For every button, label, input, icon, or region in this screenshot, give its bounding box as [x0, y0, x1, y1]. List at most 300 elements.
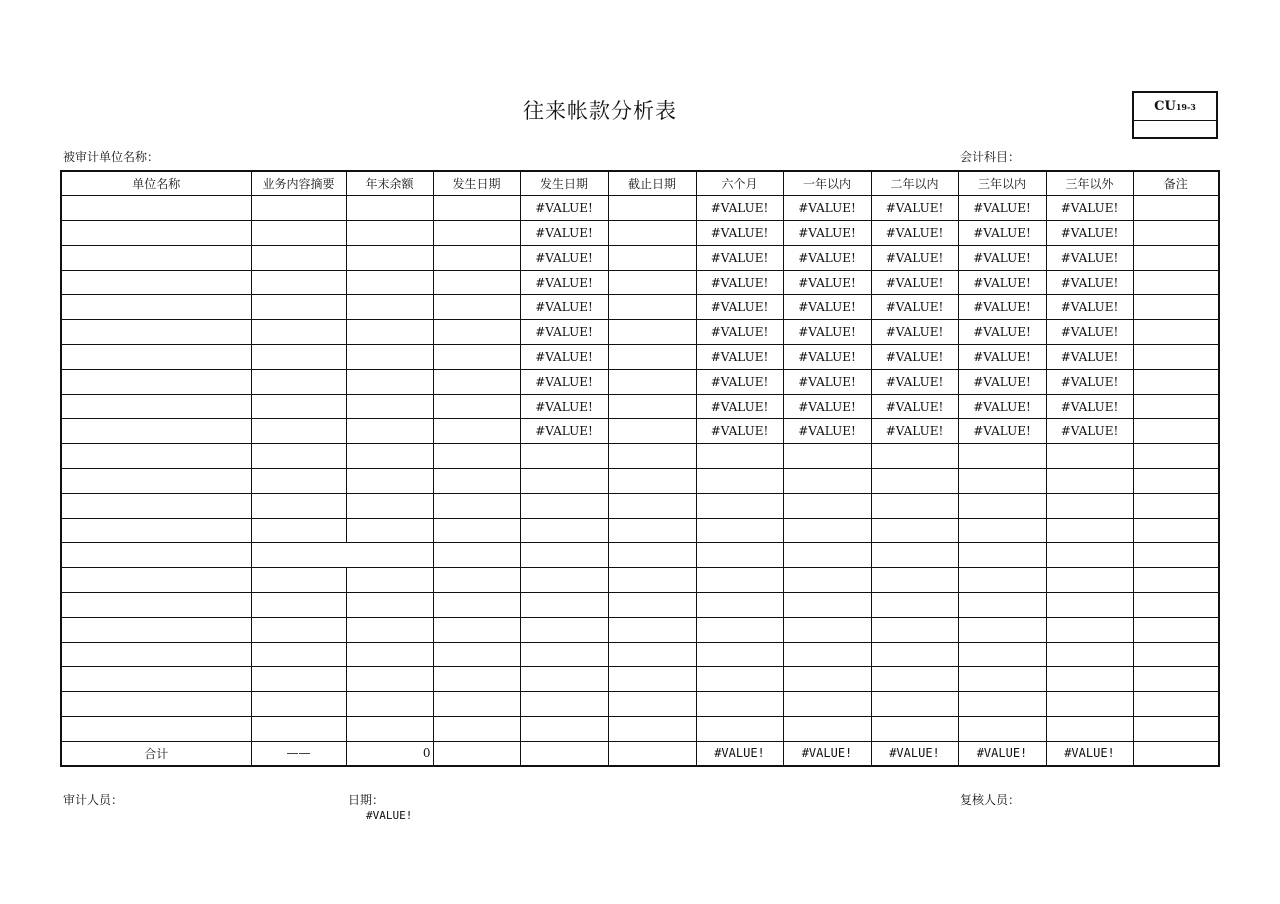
table-cell[interactable] [251, 717, 346, 742]
table-cell[interactable] [346, 469, 433, 494]
table-cell[interactable] [433, 196, 520, 221]
table-cell[interactable]: #VALUE! [696, 270, 783, 295]
table-cell[interactable] [1133, 394, 1219, 419]
table-cell[interactable] [871, 717, 958, 742]
table-cell[interactable]: #VALUE! [1046, 221, 1133, 246]
table-cell[interactable]: #VALUE! [696, 295, 783, 320]
table-cell[interactable]: #VALUE! [783, 741, 871, 766]
table-cell[interactable] [346, 568, 433, 593]
table-cell[interactable] [61, 692, 251, 717]
table-cell[interactable] [1046, 667, 1133, 692]
table-cell[interactable]: #VALUE! [783, 419, 871, 444]
table-cell[interactable] [346, 245, 433, 270]
table-cell[interactable] [520, 741, 608, 766]
table-cell[interactable] [433, 741, 520, 766]
table-cell[interactable] [520, 642, 608, 667]
table-cell[interactable] [871, 543, 958, 568]
table-cell[interactable]: #VALUE! [958, 741, 1046, 766]
table-cell[interactable]: #VALUE! [520, 345, 608, 370]
workpaper-code [1134, 93, 1216, 121]
table-cell[interactable] [696, 593, 783, 618]
table-cell[interactable] [958, 717, 1046, 742]
column-header: 业务内容摘要 [251, 171, 346, 196]
table-cell[interactable] [433, 518, 520, 543]
table-cell[interactable]: #VALUE! [1046, 741, 1133, 766]
table-cell[interactable] [346, 320, 433, 345]
table-cell[interactable]: #VALUE! [871, 369, 958, 394]
table-cell[interactable]: #VALUE! [958, 419, 1046, 444]
table-cell[interactable] [783, 692, 871, 717]
table-cell[interactable] [61, 617, 251, 642]
date-value: #VALUE! [366, 809, 413, 822]
table-cell[interactable]: #VALUE! [1046, 394, 1133, 419]
table-cell[interactable] [346, 518, 433, 543]
table-cell[interactable] [958, 642, 1046, 667]
table-cell[interactable] [1133, 692, 1219, 717]
table-cell[interactable] [251, 369, 346, 394]
table-cell[interactable]: #VALUE! [520, 295, 608, 320]
table-cell[interactable] [61, 221, 251, 246]
table-cell[interactable]: #VALUE! [958, 295, 1046, 320]
table-cell[interactable] [696, 617, 783, 642]
table-cell[interactable] [346, 419, 433, 444]
table-cell[interactable] [61, 717, 251, 742]
table-cell[interactable] [871, 617, 958, 642]
table-cell[interactable] [433, 444, 520, 469]
table-cell[interactable] [696, 444, 783, 469]
table-cell[interactable] [346, 593, 433, 618]
table-cell[interactable] [251, 543, 433, 568]
table-cell[interactable] [346, 196, 433, 221]
table-cell[interactable] [1046, 493, 1133, 518]
table-cell[interactable] [251, 667, 346, 692]
auditor-label: 审计人员： [63, 793, 124, 807]
table-cell[interactable] [61, 394, 251, 419]
table-cell[interactable] [608, 617, 696, 642]
page-title: 往来帐款分析表 [523, 99, 677, 123]
table-cell[interactable] [958, 444, 1046, 469]
table-cell[interactable] [251, 642, 346, 667]
table-cell[interactable] [61, 270, 251, 295]
code-sub: 19-3 [1175, 102, 1196, 112]
table-cell[interactable] [61, 345, 251, 370]
table-cell[interactable] [608, 493, 696, 518]
table-cell[interactable] [608, 419, 696, 444]
table-cell[interactable] [608, 320, 696, 345]
column-header: 一年以内 [783, 171, 871, 196]
table-cell[interactable]: #VALUE! [1046, 295, 1133, 320]
table-cell[interactable] [1133, 270, 1219, 295]
table-cell[interactable] [958, 493, 1046, 518]
table-cell[interactable] [61, 320, 251, 345]
table-cell[interactable] [1046, 469, 1133, 494]
table-cell[interactable] [783, 717, 871, 742]
table-cell[interactable] [61, 593, 251, 618]
table-cell[interactable] [61, 518, 251, 543]
table-cell[interactable]: #VALUE! [696, 345, 783, 370]
table-cell[interactable] [1133, 295, 1219, 320]
table-cell[interactable]: #VALUE! [520, 419, 608, 444]
table-cell[interactable] [871, 568, 958, 593]
workpaper-code-box [1132, 91, 1218, 139]
table-cell[interactable] [783, 593, 871, 618]
table-header-row [61, 171, 1219, 196]
table-cell[interactable]: #VALUE! [958, 320, 1046, 345]
table-cell[interactable] [251, 245, 346, 270]
table-cell[interactable] [251, 196, 346, 221]
table-cell[interactable] [958, 518, 1046, 543]
table-cell[interactable]: #VALUE! [1046, 345, 1133, 370]
table-cell[interactable] [1046, 593, 1133, 618]
table-cell[interactable] [958, 692, 1046, 717]
analysis-table [60, 170, 1220, 767]
table-cell[interactable]: #VALUE! [696, 369, 783, 394]
table-cell[interactable] [1046, 617, 1133, 642]
table-cell[interactable] [433, 593, 520, 618]
table-cell[interactable] [520, 493, 608, 518]
table-cell[interactable] [433, 717, 520, 742]
table-cell[interactable] [433, 345, 520, 370]
table-cell[interactable]: #VALUE! [1046, 419, 1133, 444]
table-cell[interactable] [61, 196, 251, 221]
table-cell[interactable] [346, 493, 433, 518]
table-cell[interactable] [608, 518, 696, 543]
table-cell[interactable] [696, 642, 783, 667]
table-cell[interactable]: #VALUE! [520, 221, 608, 246]
table-cell[interactable]: #VALUE! [520, 394, 608, 419]
table-cell[interactable] [1133, 593, 1219, 618]
table-cell[interactable] [1133, 543, 1219, 568]
table-cell[interactable]: 合计 [61, 741, 251, 766]
table-cell[interactable]: #VALUE! [871, 419, 958, 444]
table-cell[interactable] [433, 369, 520, 394]
table-cell[interactable] [61, 444, 251, 469]
table-cell[interactable]: #VALUE! [783, 196, 871, 221]
table-cell[interactable] [871, 642, 958, 667]
table-cell[interactable] [346, 617, 433, 642]
table-cell[interactable] [520, 667, 608, 692]
date-label: 日期： [348, 793, 385, 807]
table-cell[interactable] [251, 692, 346, 717]
table-cell[interactable] [871, 444, 958, 469]
table-cell[interactable] [251, 568, 346, 593]
table-cell[interactable] [783, 617, 871, 642]
table-row [61, 196, 1219, 221]
table-cell[interactable] [61, 568, 251, 593]
table-cell[interactable] [520, 518, 608, 543]
table-cell[interactable]: #VALUE! [871, 741, 958, 766]
table-cell[interactable]: #VALUE! [871, 320, 958, 345]
table-cell[interactable] [346, 394, 433, 419]
table-cell[interactable]: #VALUE! [871, 394, 958, 419]
table-cell[interactable]: #VALUE! [958, 369, 1046, 394]
table-cell[interactable]: #VALUE! [783, 369, 871, 394]
table-cell[interactable]: #VALUE! [783, 295, 871, 320]
table-cell[interactable] [783, 444, 871, 469]
table-cell[interactable]: #VALUE! [871, 345, 958, 370]
table-row [61, 295, 1219, 320]
table-cell[interactable] [433, 270, 520, 295]
table-cell[interactable]: #VALUE! [958, 394, 1046, 419]
table-cell[interactable] [1133, 245, 1219, 270]
column-header: 截止日期 [608, 171, 696, 196]
table-cell[interactable] [433, 295, 520, 320]
table-cell[interactable] [1133, 493, 1219, 518]
table-cell[interactable] [608, 469, 696, 494]
table-cell[interactable] [251, 593, 346, 618]
table-cell[interactable] [346, 345, 433, 370]
table-cell[interactable] [608, 369, 696, 394]
table-cell[interactable] [251, 221, 346, 246]
table-cell[interactable] [346, 369, 433, 394]
account-label: 会计科目： [960, 150, 1021, 164]
table-cell[interactable]: #VALUE! [520, 369, 608, 394]
table-cell[interactable]: #VALUE! [783, 245, 871, 270]
table-row [61, 518, 1219, 543]
table-cell[interactable] [251, 345, 346, 370]
table-cell[interactable] [251, 518, 346, 543]
table-cell[interactable] [783, 543, 871, 568]
table-cell[interactable]: #VALUE! [871, 295, 958, 320]
table-cell[interactable] [346, 667, 433, 692]
table-row [61, 369, 1219, 394]
table-cell[interactable] [871, 593, 958, 618]
table-cell[interactable] [61, 642, 251, 667]
table-cell[interactable] [520, 593, 608, 618]
column-header: 单位名称 [61, 171, 251, 196]
table-cell[interactable]: #VALUE! [520, 320, 608, 345]
table-cell[interactable]: #VALUE! [1046, 196, 1133, 221]
table-cell[interactable] [1133, 369, 1219, 394]
table-cell[interactable] [608, 667, 696, 692]
table-cell[interactable] [783, 469, 871, 494]
table-cell[interactable] [61, 245, 251, 270]
table-cell[interactable]: #VALUE! [783, 394, 871, 419]
table-cell[interactable] [433, 543, 520, 568]
table-cell[interactable] [1046, 642, 1133, 667]
table-cell[interactable] [251, 469, 346, 494]
table-cell[interactable] [696, 692, 783, 717]
table-cell[interactable] [958, 543, 1046, 568]
reviewer-label: 复核人员： [960, 793, 1021, 807]
table-cell[interactable] [1046, 518, 1133, 543]
table-cell[interactable] [61, 493, 251, 518]
table-cell[interactable] [433, 568, 520, 593]
table-row [61, 419, 1219, 444]
table-cell[interactable]: #VALUE! [696, 419, 783, 444]
table-cell[interactable] [608, 270, 696, 295]
table-cell[interactable] [696, 469, 783, 494]
table-cell[interactable] [783, 518, 871, 543]
table-cell[interactable] [251, 617, 346, 642]
table-cell[interactable] [1046, 568, 1133, 593]
table-cell[interactable] [433, 692, 520, 717]
table-cell[interactable] [608, 345, 696, 370]
table-cell[interactable] [61, 295, 251, 320]
table-cell[interactable] [608, 444, 696, 469]
table-cell[interactable] [1133, 717, 1219, 742]
table-cell[interactable] [1133, 444, 1219, 469]
table-cell[interactable] [871, 493, 958, 518]
table-cell[interactable] [1133, 518, 1219, 543]
table-cell[interactable]: #VALUE! [520, 245, 608, 270]
table-cell[interactable] [61, 469, 251, 494]
table-cell[interactable] [520, 617, 608, 642]
table-cell[interactable] [433, 493, 520, 518]
table-cell[interactable] [61, 369, 251, 394]
table-cell[interactable] [608, 593, 696, 618]
table-cell[interactable] [251, 419, 346, 444]
table-cell[interactable] [433, 469, 520, 494]
table-cell[interactable] [1046, 543, 1133, 568]
table-cell[interactable] [696, 568, 783, 593]
table-cell[interactable] [520, 543, 608, 568]
table-cell[interactable] [251, 295, 346, 320]
table-cell[interactable] [958, 617, 1046, 642]
table-cell[interactable] [520, 444, 608, 469]
table-cell[interactable]: #VALUE! [783, 345, 871, 370]
table-cell[interactable] [520, 692, 608, 717]
table-cell[interactable] [433, 320, 520, 345]
table-cell[interactable] [696, 518, 783, 543]
table-cell[interactable]: #VALUE! [696, 394, 783, 419]
table-cell[interactable] [1133, 469, 1219, 494]
table-cell[interactable]: 0 [346, 741, 433, 766]
table-cell[interactable] [696, 667, 783, 692]
table-cell[interactable] [1046, 444, 1133, 469]
table-cell[interactable] [61, 667, 251, 692]
table-cell[interactable]: #VALUE! [871, 270, 958, 295]
column-header: 年末余额 [346, 171, 433, 196]
table-cell[interactable] [608, 568, 696, 593]
table-cell[interactable] [1133, 196, 1219, 221]
table-cell[interactable] [871, 518, 958, 543]
table-cell[interactable]: #VALUE! [1046, 245, 1133, 270]
table-cell[interactable] [871, 469, 958, 494]
table-cell[interactable] [433, 245, 520, 270]
table-cell[interactable] [871, 692, 958, 717]
table-cell[interactable]: #VALUE! [783, 221, 871, 246]
table-cell[interactable] [1133, 419, 1219, 444]
table-cell[interactable] [61, 543, 251, 568]
table-cell[interactable]: —— [251, 741, 346, 766]
table-cell[interactable] [433, 419, 520, 444]
table-cell[interactable] [608, 221, 696, 246]
table-cell[interactable] [251, 444, 346, 469]
table-row [61, 717, 1219, 742]
table-cell[interactable] [346, 444, 433, 469]
table-cell[interactable] [61, 419, 251, 444]
table-cell[interactable]: #VALUE! [1046, 320, 1133, 345]
table-cell[interactable] [958, 469, 1046, 494]
table-cell[interactable] [1133, 667, 1219, 692]
table-cell[interactable]: #VALUE! [696, 196, 783, 221]
table-row [61, 394, 1219, 419]
table-cell[interactable] [1046, 717, 1133, 742]
table-cell[interactable] [1133, 617, 1219, 642]
table-cell[interactable]: #VALUE! [958, 345, 1046, 370]
table-cell[interactable] [1133, 345, 1219, 370]
table-cell[interactable]: #VALUE! [1046, 270, 1133, 295]
table-cell[interactable] [433, 221, 520, 246]
table-cell[interactable] [1133, 568, 1219, 593]
table-cell[interactable] [608, 295, 696, 320]
table-cell[interactable] [958, 593, 1046, 618]
table-cell[interactable]: #VALUE! [958, 221, 1046, 246]
table-cell[interactable] [1133, 221, 1219, 246]
table-cell[interactable] [520, 469, 608, 494]
table-cell[interactable] [608, 543, 696, 568]
table-cell[interactable]: #VALUE! [696, 221, 783, 246]
table-cell[interactable]: #VALUE! [871, 196, 958, 221]
table-cell[interactable]: #VALUE! [958, 270, 1046, 295]
table-cell[interactable] [608, 245, 696, 270]
table-cell[interactable] [958, 667, 1046, 692]
table-cell[interactable] [346, 221, 433, 246]
table-cell[interactable] [608, 394, 696, 419]
table-cell[interactable] [783, 493, 871, 518]
table-cell[interactable] [1133, 320, 1219, 345]
table-cell[interactable] [696, 543, 783, 568]
table-cell[interactable] [871, 667, 958, 692]
table-cell[interactable] [1133, 741, 1219, 766]
table-row [61, 270, 1219, 295]
table-cell[interactable] [608, 196, 696, 221]
table-cell[interactable]: #VALUE! [696, 320, 783, 345]
table-cell[interactable] [251, 270, 346, 295]
table-cell[interactable] [696, 493, 783, 518]
table-cell[interactable] [433, 667, 520, 692]
table-cell[interactable] [520, 717, 608, 742]
table-cell[interactable]: #VALUE! [696, 741, 783, 766]
table-cell[interactable] [1133, 642, 1219, 667]
table-cell[interactable] [608, 741, 696, 766]
table-cell[interactable]: #VALUE! [958, 245, 1046, 270]
table-cell[interactable] [696, 717, 783, 742]
table-cell[interactable] [608, 717, 696, 742]
table-cell[interactable]: #VALUE! [696, 245, 783, 270]
table-cell[interactable] [346, 642, 433, 667]
table-cell[interactable] [958, 568, 1046, 593]
table-cell[interactable] [783, 568, 871, 593]
table-cell[interactable] [346, 692, 433, 717]
table-cell[interactable] [783, 642, 871, 667]
table-cell[interactable] [1046, 692, 1133, 717]
table-cell[interactable]: #VALUE! [520, 196, 608, 221]
table-cell[interactable]: #VALUE! [520, 270, 608, 295]
table-cell[interactable] [520, 568, 608, 593]
table-cell[interactable]: #VALUE! [871, 221, 958, 246]
table-cell[interactable] [783, 667, 871, 692]
table-cell[interactable] [608, 642, 696, 667]
table-cell[interactable] [433, 642, 520, 667]
table-cell[interactable]: #VALUE! [1046, 369, 1133, 394]
table-cell[interactable] [346, 717, 433, 742]
table-cell[interactable] [251, 394, 346, 419]
table-cell[interactable] [251, 320, 346, 345]
table-cell[interactable] [251, 493, 346, 518]
table-cell[interactable]: #VALUE! [783, 270, 871, 295]
table-cell[interactable] [433, 617, 520, 642]
table-cell[interactable] [346, 295, 433, 320]
table-row [61, 543, 1219, 568]
table-cell[interactable]: #VALUE! [871, 245, 958, 270]
table-cell[interactable] [608, 692, 696, 717]
table-cell[interactable]: #VALUE! [783, 320, 871, 345]
table-cell[interactable]: #VALUE! [958, 196, 1046, 221]
table-cell[interactable] [346, 270, 433, 295]
table-cell[interactable] [433, 394, 520, 419]
